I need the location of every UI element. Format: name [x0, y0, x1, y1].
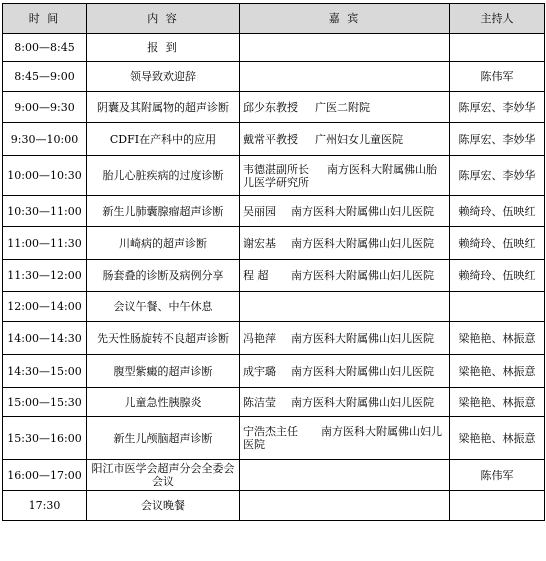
table-row — [3, 460, 545, 491]
host-cell: 陈厚宏、李妙华 — [450, 92, 545, 123]
guest-cell — [240, 322, 450, 355]
time-cell: 9:00—9:30 — [3, 92, 87, 123]
guest-org: 广医二附院 — [315, 100, 370, 114]
header-host: 主持人 — [450, 4, 545, 34]
table-row — [3, 355, 545, 388]
guest-org: 南方医科大附属佛山妇儿医院 — [243, 425, 442, 451]
host-cell: 梁艳艳、林振意 — [450, 355, 545, 388]
host-cell: 陈厚宏、李妙华 — [450, 123, 545, 156]
schedule-table — [2, 3, 545, 521]
guest-cell — [240, 196, 450, 227]
guest-org: 广州妇女儿童医院 — [315, 132, 403, 146]
guest-org: 南方医科大附属佛山胎儿医学研究所 — [243, 162, 437, 189]
guest-cell — [240, 123, 450, 156]
guest-cell — [240, 292, 450, 322]
host-cell: 陈伟军 — [450, 460, 545, 491]
table-row — [3, 322, 545, 355]
table-row — [3, 196, 545, 227]
topic-cell: 儿童急性胰腺炎 — [87, 388, 240, 417]
topic-cell: 阳江市医学会超声分会全委会会议 — [87, 460, 240, 491]
guest-name: 宁浩杰主任 — [243, 425, 298, 438]
time-cell: 12:00—14:00 — [3, 292, 87, 322]
time-cell: 8:45—9:00 — [3, 62, 87, 92]
guest-cell — [240, 491, 450, 521]
header-guest: 嘉 宾 — [240, 4, 450, 34]
time-cell: 17:30 — [3, 491, 87, 521]
guest-cell — [240, 92, 450, 123]
guest-cell — [240, 460, 450, 491]
topic-cell: 会议晚餐 — [87, 491, 240, 521]
topic-cell: 腹型紫癜的超声诊断 — [87, 355, 240, 388]
guest-org: 南方医科大附属佛山妇儿医院 — [291, 236, 434, 250]
guest-cell — [240, 388, 450, 417]
topic-cell: 领导致欢迎辞 — [87, 62, 240, 92]
time-cell: 15:30—16:00 — [3, 417, 87, 460]
table-row — [3, 491, 545, 521]
guest-name: 陈洁莹 — [243, 395, 276, 409]
table-row — [3, 292, 545, 322]
time-cell: 14:00—14:30 — [3, 322, 87, 355]
guest-cell — [240, 34, 450, 62]
table-row — [3, 34, 545, 62]
guest-name: 成宇璐 — [243, 364, 276, 378]
topic-cell: CDFI在产科中的应用 — [87, 123, 240, 156]
guest-cell — [240, 227, 450, 260]
guest-name: 冯艳萍 — [243, 331, 276, 345]
host-cell: 赖绮玲、伍映红 — [450, 227, 545, 260]
time-cell: 14:30—15:00 — [3, 355, 87, 388]
guest-cell — [240, 355, 450, 388]
time-cell: 15:00—15:30 — [3, 388, 87, 417]
topic-cell: 川崎病的超声诊断 — [87, 227, 240, 260]
topic-cell: 新生儿肺囊腺瘤超声诊断 — [87, 196, 240, 227]
guest-cell — [240, 417, 450, 460]
guest-name: 程 超 — [243, 269, 269, 282]
table-row — [3, 92, 545, 123]
table-row — [3, 62, 545, 92]
host-cell: 梁艳艳、林振意 — [450, 417, 545, 460]
guest-name: 吴丽园 — [243, 204, 276, 218]
guest-name: 韦德湛副所长 — [243, 162, 309, 176]
time-cell: 11:00—11:30 — [3, 227, 87, 260]
host-cell: 赖绮玲、伍映红 — [450, 196, 545, 227]
table-row — [3, 417, 545, 460]
host-cell: 赖绮玲、伍映红 — [450, 260, 545, 292]
header-topic: 内 容 — [87, 4, 240, 34]
table-row — [3, 227, 545, 260]
host-cell: 梁艳艳、林振意 — [450, 322, 545, 355]
guest-cell — [240, 156, 450, 196]
topic-cell: 报 到 — [87, 34, 240, 62]
guest-name: 戴常平教授 — [243, 132, 298, 146]
host-cell — [450, 292, 545, 322]
host-cell — [450, 34, 545, 62]
header-time: 时 间 — [3, 4, 87, 34]
table-row — [3, 388, 545, 417]
topic-cell: 阴囊及其附属物的超声诊断 — [87, 92, 240, 123]
host-cell — [450, 491, 545, 521]
guest-org: 南方医科大附属佛山妇儿医院 — [291, 395, 434, 409]
guest-cell — [240, 62, 450, 92]
topic-cell: 新生儿颅脑超声诊断 — [87, 417, 240, 460]
guest-name: 谢宏基 — [243, 236, 276, 250]
guest-org: 南方医科大附属佛山妇儿医院 — [291, 204, 434, 218]
time-cell: 10:00—10:30 — [3, 156, 87, 196]
table-row — [3, 260, 545, 292]
header-row — [3, 4, 545, 34]
host-cell: 陈厚宏、李妙华 — [450, 156, 545, 196]
guest-org: 南方医科大附属佛山妇儿医院 — [291, 364, 434, 378]
topic-cell: 胎儿心脏疾病的过度诊断 — [87, 156, 240, 196]
time-cell: 11:30—12:00 — [3, 260, 87, 292]
topic-cell: 肠套叠的诊断及病例分享 — [87, 260, 240, 292]
host-cell: 陈伟军 — [450, 62, 545, 92]
guest-org: 南方医科大附属佛山妇儿医院 — [291, 331, 434, 345]
host-cell: 梁艳艳、林振意 — [450, 388, 545, 417]
topic-cell: 先天性肠旋转不良超声诊断 — [87, 322, 240, 355]
guest-name: 邱少东教授 — [243, 100, 298, 114]
time-cell: 16:00—17:00 — [3, 460, 87, 491]
table-row — [3, 123, 545, 156]
time-cell: 8:00—8:45 — [3, 34, 87, 62]
topic-cell: 会议午餐、中午休息 — [87, 292, 240, 322]
time-cell: 9:30—10:00 — [3, 123, 87, 156]
guest-org: 南方医科大附属佛山妇儿医院 — [291, 269, 434, 282]
table-row — [3, 156, 545, 196]
time-cell: 10:30—11:00 — [3, 196, 87, 227]
guest-cell — [240, 260, 450, 292]
